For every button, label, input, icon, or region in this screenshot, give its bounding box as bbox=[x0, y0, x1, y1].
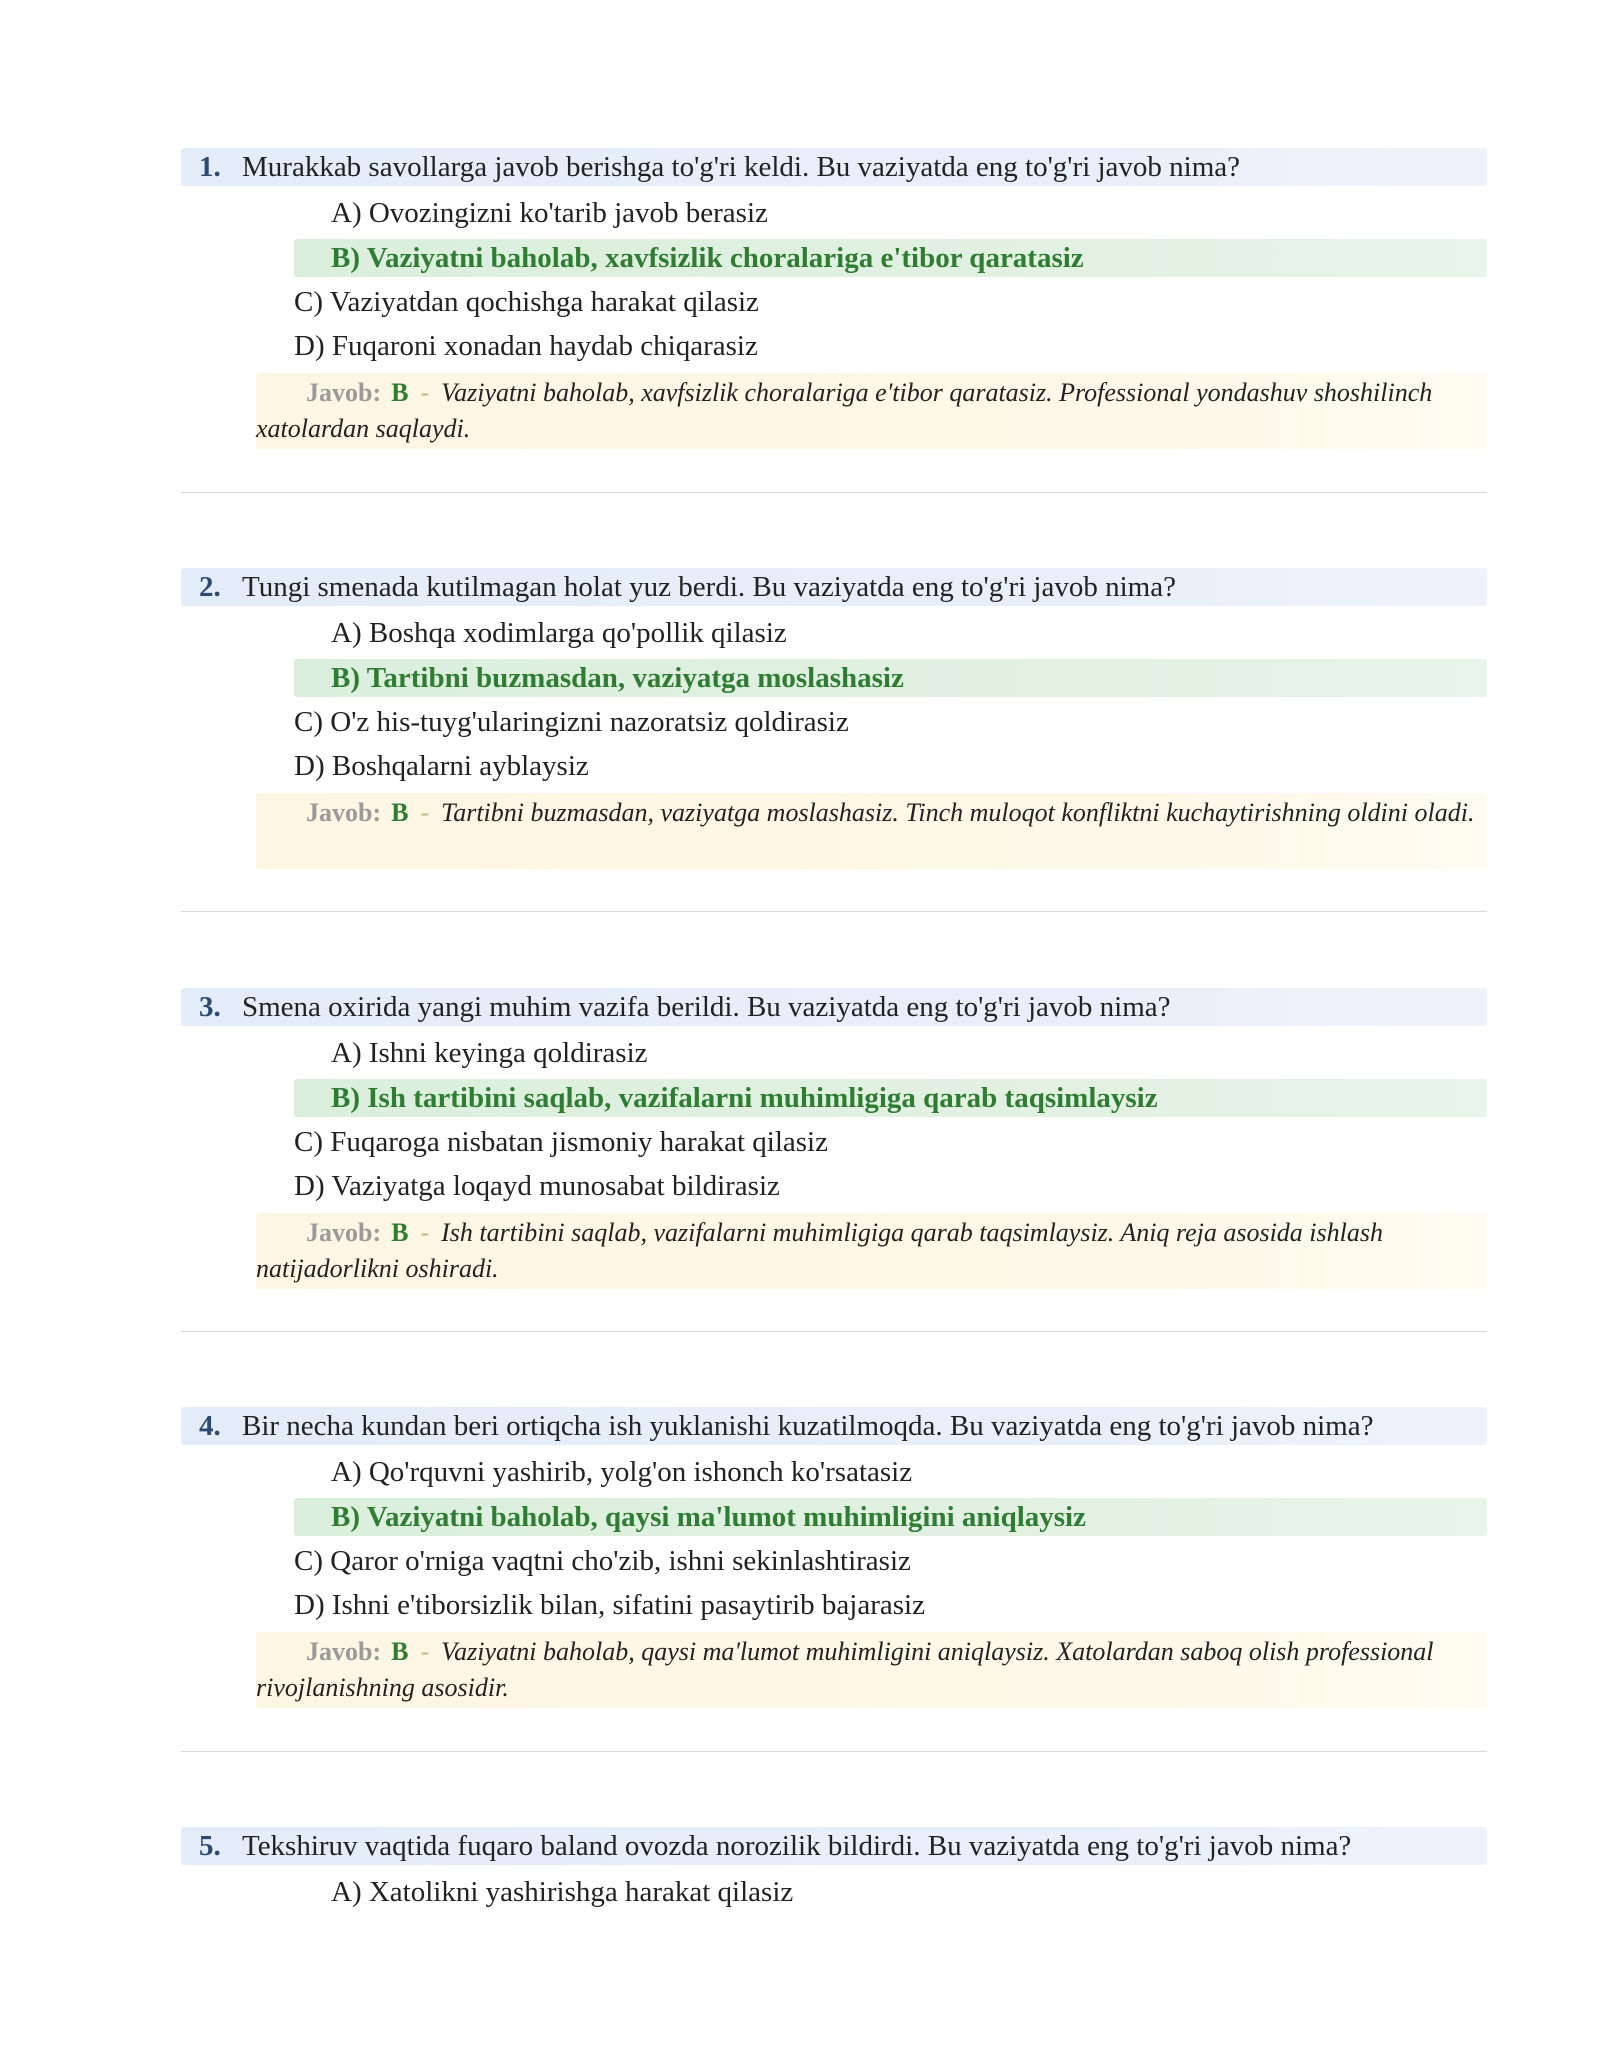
answer-letter: B bbox=[391, 378, 409, 407]
question-number: 4. bbox=[199, 1410, 221, 1442]
option-b-correct bbox=[294, 659, 1487, 697]
separator bbox=[181, 1331, 1487, 1332]
option-a: A) Xatolikni yashirishga harakat qilasiz bbox=[331, 1876, 794, 1908]
option-c: C) O'z his-tuyg'ularingizni nazoratsiz qoldirasiz bbox=[294, 706, 849, 738]
question-text: Murakkab savollarga javob berishga to'g'ri keldi. Bu vaziyatda eng to'g'ri javob nima? bbox=[242, 151, 1241, 183]
option-b-label: B) Vaziyatni baholab, qaysi ma'lumot muhimligini aniqlaysiz bbox=[331, 1501, 1086, 1533]
answer-label: Javob: bbox=[306, 798, 382, 827]
option-a: A) Qo'rquvni yashirib, yolg'on ishonch ko'rsatasiz bbox=[331, 1456, 913, 1488]
question-text: Smena oxirida yangi muhim vazifa berildi. Bu vaziyatda eng to'g'ri javob nima? bbox=[242, 991, 1171, 1023]
option-a: A) Ishni keyinga qoldirasiz bbox=[331, 1037, 648, 1069]
question-header bbox=[181, 1407, 1487, 1445]
option-b-label: B) Ish tartibini saqlab, vazifalarni muhimligiga qarab taqsimlaysiz bbox=[331, 1082, 1158, 1114]
question-text: Tungi smenada kutilmagan holat yuz berdi. Bu vaziyatda eng to'g'ri javob nima? bbox=[242, 571, 1176, 603]
option-d: D) Fuqaroni xonadan haydab chiqarasiz bbox=[294, 330, 758, 362]
answer-dash: - bbox=[420, 798, 430, 827]
option-c: C) Fuqaroga nisbatan jismoniy harakat qilasiz bbox=[294, 1126, 828, 1158]
option-c: C) Vaziyatdan qochishga harakat qilasiz bbox=[294, 286, 759, 318]
option-b-label: B) Vaziyatni baholab, xavfsizlik choralariga e'tibor qaratasiz bbox=[331, 242, 1084, 274]
question-header bbox=[181, 568, 1487, 606]
answer-explanation: Tartibni buzmasdan, vaziyatga moslashasiz. Tinch muloqot konfliktni kuchaytirishning oldini oladi. bbox=[441, 798, 1475, 827]
option-b-correct bbox=[294, 1498, 1487, 1536]
answer-box bbox=[256, 1213, 1487, 1289]
answer-explanation: Vaziyatni baholab, xavfsizlik choralariga e'tibor qaratasiz. Professional yondashuv shoshilinch xatolardan saqlaydi. bbox=[256, 378, 1433, 443]
option-b-correct bbox=[294, 1079, 1487, 1117]
option-a: A) Boshqa xodimlarga qo'pollik qilasiz bbox=[331, 617, 787, 649]
separator bbox=[181, 911, 1487, 912]
answer-letter: B bbox=[391, 1637, 409, 1666]
option-d: D) Vaziyatga loqayd munosabat bildirasiz bbox=[294, 1170, 780, 1202]
answer-label: Javob: bbox=[306, 1637, 382, 1666]
answer-box bbox=[256, 1632, 1487, 1708]
answer-label: Javob: bbox=[306, 378, 382, 407]
question-number: 2. bbox=[199, 571, 221, 603]
answer-explanation: Vaziyatni baholab, qaysi ma'lumot muhimligini aniqlaysiz. Xatolardan saboq olish professional rivojlanishning asosidir. bbox=[256, 1637, 1434, 1702]
question-header bbox=[181, 1827, 1487, 1865]
option-b-label: B) Tartibni buzmasdan, vaziyatga moslashasiz bbox=[331, 662, 904, 694]
separator bbox=[181, 492, 1487, 493]
question-text: Tekshiruv vaqtida fuqaro baland ovozda norozilik bildirdi. Bu vaziyatda eng to'g'ri javob nima? bbox=[242, 1830, 1352, 1862]
answer-dash: - bbox=[420, 1637, 430, 1666]
question-number: 3. bbox=[199, 991, 221, 1023]
answer-letter: B bbox=[391, 798, 409, 827]
answer-dash: - bbox=[420, 378, 430, 407]
answer-explanation: Ish tartibini saqlab, vazifalarni muhimligiga qarab taqsimlaysiz. Aniq reja asosida ishlash natijadorlikni oshiradi. bbox=[256, 1218, 1383, 1283]
answer-letter: B bbox=[391, 1218, 409, 1247]
question-header bbox=[181, 148, 1487, 186]
option-c: C) Qaror o'rniga vaqtni cho'zib, ishni sekinlashtirasiz bbox=[294, 1545, 911, 1577]
answer-dash: - bbox=[420, 1218, 430, 1247]
answer-box bbox=[256, 373, 1487, 449]
answer-label: Javob: bbox=[306, 1218, 382, 1247]
answer-box bbox=[256, 793, 1487, 869]
option-d: D) Boshqalarni ayblaysiz bbox=[294, 750, 589, 782]
question-text: Bir necha kundan beri ortiqcha ish yuklanishi kuzatilmoqda. Bu vaziyatda eng to'g'ri javob nima? bbox=[242, 1410, 1374, 1442]
option-d: D) Ishni e'tiborsizlik bilan, sifatini pasaytirib bajarasiz bbox=[294, 1589, 925, 1621]
question-number: 1. bbox=[199, 151, 221, 183]
question-header bbox=[181, 988, 1487, 1026]
question-number: 5. bbox=[199, 1830, 221, 1862]
option-b-correct bbox=[294, 239, 1487, 277]
separator bbox=[181, 1751, 1487, 1752]
option-a: A) Ovozingizni ko'tarib javob berasiz bbox=[331, 197, 768, 229]
